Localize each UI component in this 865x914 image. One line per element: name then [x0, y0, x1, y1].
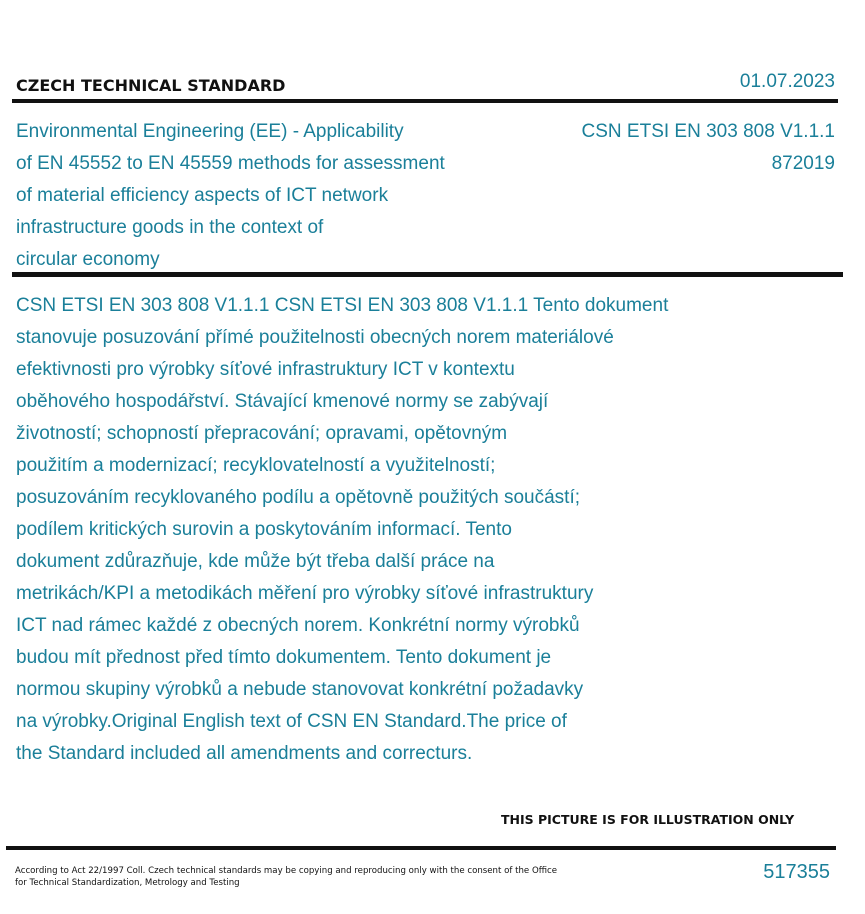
header-divider: [12, 99, 838, 103]
standard-title: [16, 116, 516, 276]
description-line: na výrobky.Original English text of CSN EN Standard.The price of: [16, 711, 567, 732]
copyright-line: for Technical Standardization, Metrology and Testing: [15, 878, 240, 888]
title-line: infrastructure goods in the context of: [16, 217, 324, 238]
title-line: Environmental Engineering (EE) - Applicability: [16, 121, 404, 142]
description-line: podílem kritických surovin a poskytováním informací. Tento: [16, 519, 512, 540]
standard-category-label: CZECH TECHNICAL STANDARD: [16, 76, 286, 95]
document-number: 517355: [763, 861, 830, 883]
description-line: životností; schopností přepracování; opravami, opětovným: [16, 423, 508, 444]
description-line: použitím a modernizací; recyklovatelností a využitelností;: [16, 455, 496, 476]
description-line: normou skupiny výrobků a nebude stanovovat konkrétní požadavky: [16, 679, 584, 700]
footer-divider: [6, 846, 836, 850]
description-line: metrikách/KPI a metodikách měření pro výrobky síťové infrastruktury: [16, 583, 594, 604]
title-divider: [12, 272, 843, 277]
title-line: circular economy: [16, 249, 160, 270]
description-line: efektivnosti pro výrobky síťové infrastruktury ICT v kontextu: [16, 359, 515, 380]
standard-description: [16, 290, 806, 770]
classification-code: 872019: [771, 153, 835, 174]
title-line: of material efficiency aspects of ICT network: [16, 185, 389, 206]
copyright-line: According to Act 22/1997 Coll. Czech technical standards may be copying and reproducing only with the consent of the Office: [15, 866, 558, 876]
standard-designation: CSN ETSI EN 303 808 V1.1.1: [581, 121, 835, 142]
standard-codes: [582, 116, 835, 180]
description-line: CSN ETSI EN 303 808 V1.1.1 CSN ETSI EN 303 808 V1.1.1 Tento dokument: [16, 295, 669, 316]
illustration-disclaimer: THIS PICTURE IS FOR ILLUSTRATION ONLY: [501, 812, 795, 827]
copyright-notice: [15, 865, 595, 889]
description-line: stanovuje posuzování přímé použitelnosti obecných norem materiálové: [16, 327, 614, 348]
publication-date: 01.07.2023: [739, 71, 835, 92]
description-line: posuzováním recyklovaného podílu a opětovně použitých součástí;: [16, 487, 581, 508]
description-line: ICT nad rámec každé z obecných norem. Konkrétní normy výrobků: [16, 615, 580, 636]
title-line: of EN 45552 to EN 45559 methods for assessment: [16, 153, 445, 174]
description-line: oběhového hospodářství. Stávající kmenové normy se zabývají: [16, 391, 549, 412]
description-line: the Standard included all amendments and correcturs.: [16, 743, 473, 764]
description-line: budou mít přednost před tímto dokumentem. Tento dokument je: [16, 647, 552, 668]
description-line: dokument zdůrazňuje, kde může být třeba další práce na: [16, 551, 495, 572]
